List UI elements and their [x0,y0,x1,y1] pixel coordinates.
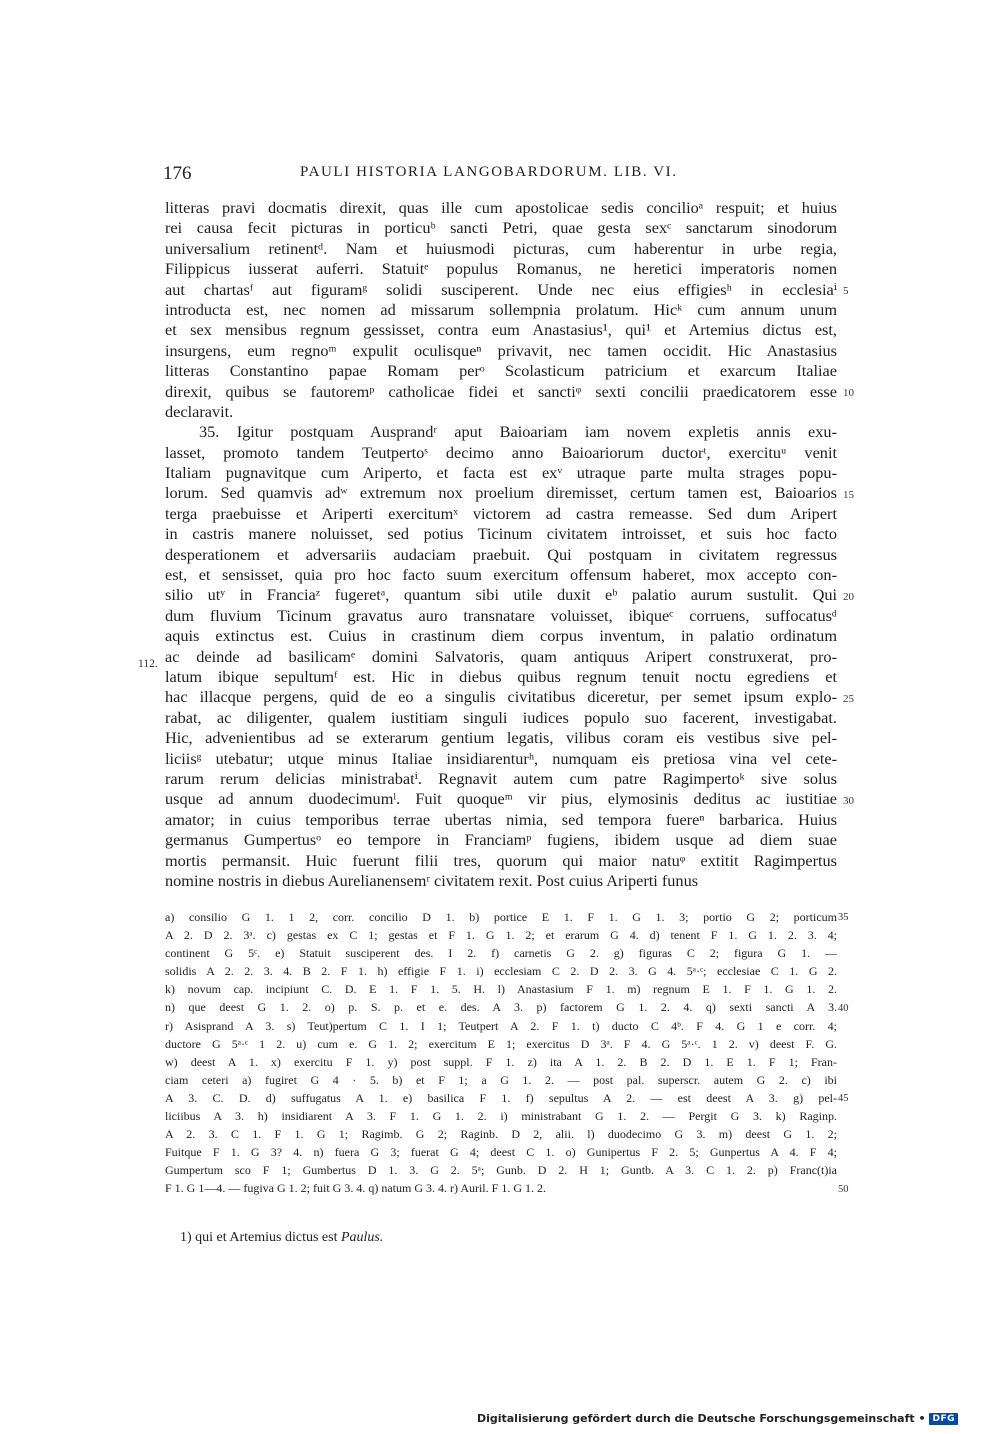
apparatus-line: continent G 5ᶜ. e) Statuit susciperent des. I 2. f) carnetis G 2. g) figuras C 2; figura G 1. — [165,946,837,961]
text-line: insurgens, eum regnoᵐ expulit oculisqueⁿ privavit, nec tamen occidit. Hic Anastasius [165,340,837,360]
text-line: Filippicus iusserat auferri. Statuitᵉ populus Romanus, ne heretici imperatoris nomen [165,259,837,279]
text-line: introducta est, nec nomen ad missarum sollempnia prolatum. Hicᵏ cum annum unum [165,299,837,319]
text-line: universalium retinentᵈ. Nam et huiusmodi picturas, cum haberentur in urbe regia, [165,238,837,258]
text-line: lorum. Sed quamvis adʷ extremum nox proelium diremisset, certum tamen est, Baioarios [165,483,837,503]
text-line: aquis extinctus est. Cuius in crastinum diem corpus inventum, in palatio ordinatum [165,626,837,646]
text-line: ac deinde ad basilicamᵉ domini Salvatoris, quam antiquus Aripert construxerat, pro- [165,646,837,666]
line-number: 30 [843,794,854,807]
apparatus-number: 35 [838,912,849,923]
text-line: usque ad annum duodecimumˡ. Fuit quoqueᵐ vir pius, elymosinis deditus ac iustitiae [165,789,837,809]
text-line: germanus Gumpertusᵒ eo tempore in Franciamᵖ fugiens, ibidem usque ad diem suae [165,830,837,850]
text-line: litteras Constantino papae Romam perᵒ Scolasticum patricium et exarcum Italiae [165,361,837,381]
line-number: 25 [843,692,854,705]
apparatus-number: 45 [838,1093,849,1104]
apparatus-line: ductore G 5ᵃ·ᶜ 1 2. u) cum e. G 1. 2; exercitum E 1; exercitus D 3ᵃ. F 4. G 5ᵃ·ᶜ. 1 2. v) deest F. G. [165,1036,837,1051]
text-line: lasset, promoto tandem Teutpertoˢ decimo anno Baioariorum ductorᵗ, exercituᵘ venit [165,442,837,462]
line-number: 5 [843,284,849,297]
apparatus-line: F 1. G 1—4. — fugiva G 1. 2; fuit G 3. 4. q) natum G 3. 4. r) Auril. F 1. G 1. 2. [165,1181,546,1196]
apparatus-line: A 2. 3. C 1. F 1. G 1; Ragimb. G 2; Raginb. D 2, alii. l) duodecimo G 3. m) deest G 1. 2; [165,1127,837,1142]
credit-text: Digitalisierung gefördert durch die Deutsche Forschungsgemeinschaft • [476,1412,926,1425]
text-line: latum ibique sepultumᶠ est. Hic in diebus quibus regnum tenuit noctu egrediens et [165,666,837,686]
digitization-credit [477,1412,958,1425]
text-line: mortis permansit. Huic fuerunt filii tres, quorum qui maior natuᵠ extitit Ragimpertus [165,850,837,870]
text-line: rabat, ac diligenter, qualem iustitiam singuli iudices populo suo facerent, investigabat. [165,707,837,727]
footnote-text: 1) qui et Artemius dictus est [180,1230,341,1245]
apparatus-line: w) deest A 1. x) exercitu F 1. y) post suppl. F 1. z) ita A 1. 2. B 2. D 1. E 1. F 1; Fran- [165,1054,837,1069]
apparatus-line: solidis A 2. 2. 3. 4. B 2. F 1. h) effigie F 1. i) ecclesiam C 2. D 2. 3. G 4. 5ᵃ·ᶜ; ecclesiae C 1. G 2. [165,964,837,979]
line-number: 15 [843,488,854,501]
text-line: silio utʸ in Franciaᶻ fugeretᵃ, quantum sibi utile duxit eᵇ palatio aurum sustulit. Qui [165,585,837,605]
text-line: Italiam pugnavitque cum Ariperto, et facta est exᵛ utraque parte multa strages popu- [165,463,837,483]
text-line: 35. Igitur postquam Ausprandʳ aput Baioariam iam novem expletis annis exu- [199,422,837,442]
text-line: declaravit. [165,401,234,421]
apparatus-number: 40 [838,1002,849,1014]
line-number: 10 [843,386,854,399]
text-line: Hic, advenientibus ad se exterarum gentium legatis, vilibus coram eis vestibus sive pel- [165,728,837,748]
apparatus-line: r) Asisprand A 3. s) Teut)pertum C 1. I 1; Teutpert A 2. F 1. t) ducto C 4ᵇ. F 4. G 1 e corr. 4; [165,1018,837,1033]
apparatus-line: ciam ceteri a) fugiret G 4 · 5. b) et F 1; a G 1. 2. — post pal. superscr. autem G 2. c) ibi [165,1072,837,1087]
running-head: PAULI HISTORIA LANGOBARDORUM. LIB. VI. [300,164,678,180]
apparatus-number: 50 [838,1183,849,1195]
footnote [180,1230,383,1246]
apparatus-line: n) que deest G 1. 2. o) p. S. p. et e. des. A 3. p) factorem G 1. 2. 4. q) sexti sancti A 3. [165,1000,837,1015]
critical-apparatus [165,908,837,1198]
apparatus-line: k) novum cap. incipiunt C. D. E 1. F 1. 5. H. l) Anastasium F 1. m) regnum E 1. F 1. G 1. 2. [165,982,837,997]
text-line: hac illacque pergens, quid de eo a singulis civitatibus diceretur, per semet ipsum explo- [165,687,837,707]
text-line: litteras pravi docmatis direxit, quas ille cum apostolicae sedis concilioᵃ respuit; et huius [165,198,837,217]
footnote-italic: Paulus. [340,1230,384,1245]
apparatus-line: Fuitque F 1. G 3? 4. n) fuera G 3; fuerat G 4; deest C 1. o) Gunipertus F 2. 5; Gunpertus A 4. F 4; [165,1145,837,1160]
page-number: 176 [163,163,192,184]
dfg-logo-icon: DFG [929,1413,958,1425]
text-line: est, et sensisset, quia pro hoc facto suum exercitum offensum haberet, mox accepto con- [165,565,837,585]
line-number: 20 [843,590,854,603]
text-line: et sex mensibus regnum gessisset, contra eum Anastasius¹, qui¹ et Artemius dictus est, [165,320,837,340]
text-line: in castris manere noluisset, sed potius Ticinum civitatem introisset, et suis hoc facto [165,524,837,544]
text-line: dum fluvium Ticinum gravatus auro transnatare voluisset, ibiqueᶜ corruens, suffocatusᵈ [165,605,837,625]
margin-note: 112. [138,658,158,670]
apparatus-line: Gumpertum sco F 1; Gumbertus D 1. 3. G 2. 5ᵃ; Gunb. D 2. H 1; Guntb. A 3. C 1. 2. p) Franc(t)ia [165,1163,837,1178]
text-line: amator; in cuius temporibus terrae ubertas nimia, sed tempora fuereⁿ barbarica. Huius [165,809,837,829]
text-line: rarum rerum delicias ministrabatⁱ. Regnavit autem cum patre Ragimpertoᵏ sive solus [165,768,837,788]
text-line: terga praebuisse et Ariperti exercitumˣ victorem ad castra remeasse. Sed dum Aripert [165,503,837,523]
text-line: desperationem et adversariis audaciam praebuit. Qui postquam in civitatem regressus [165,544,837,564]
apparatus-line: a) consilio G 1. 1 2, corr. concilio D 1. b) portice E 1. F 1. G 1. 3; portio G 2; porticum [165,910,837,924]
main-text [165,198,837,891]
text-line: direxit, quibus se fautoremᵖ catholicae fidei et sanctiᵠ sexti concilii praedicatorem esse [165,381,837,401]
text-line: rei causa fecit picturas in porticuᵇ sancti Petri, quae gesta sexᶜ sanctarum sinodorum [165,218,837,238]
apparatus-line: A 2. D 2. 3ᵃ. c) gestas ex C 1; gestas et F 1. G 1. 2; et erarum G 4. d) tenent F 1. G 1. 2. 3. 4; [165,928,837,943]
apparatus-line: liciibus A 3. h) insidiarent A 3. F 1. G 1. 2. i) ministrabant G 1. 2. — Pergit G 3. k) Raginp. [165,1109,837,1124]
text-line: liciisᵍ utebatur; utque minus Italiae insidiarenturʰ, numquam eis pretiosa vina vel cete- [165,748,837,768]
text-line: nomine nostris in diebus Aurelianensemʳ civitatem rexit. Post cuius Ariperti funus [165,870,699,890]
text-line: aut chartasᶠ aut figuramᵍ solidi susciperent. Unde nec eius effigiesʰ in ecclesiaⁱ [165,279,837,299]
apparatus-line: A 3. C. D. d) suffugatus A 1. e) basilica F 1. f) sepultus A 2. — est deest A 3. g) pel- [165,1090,837,1105]
